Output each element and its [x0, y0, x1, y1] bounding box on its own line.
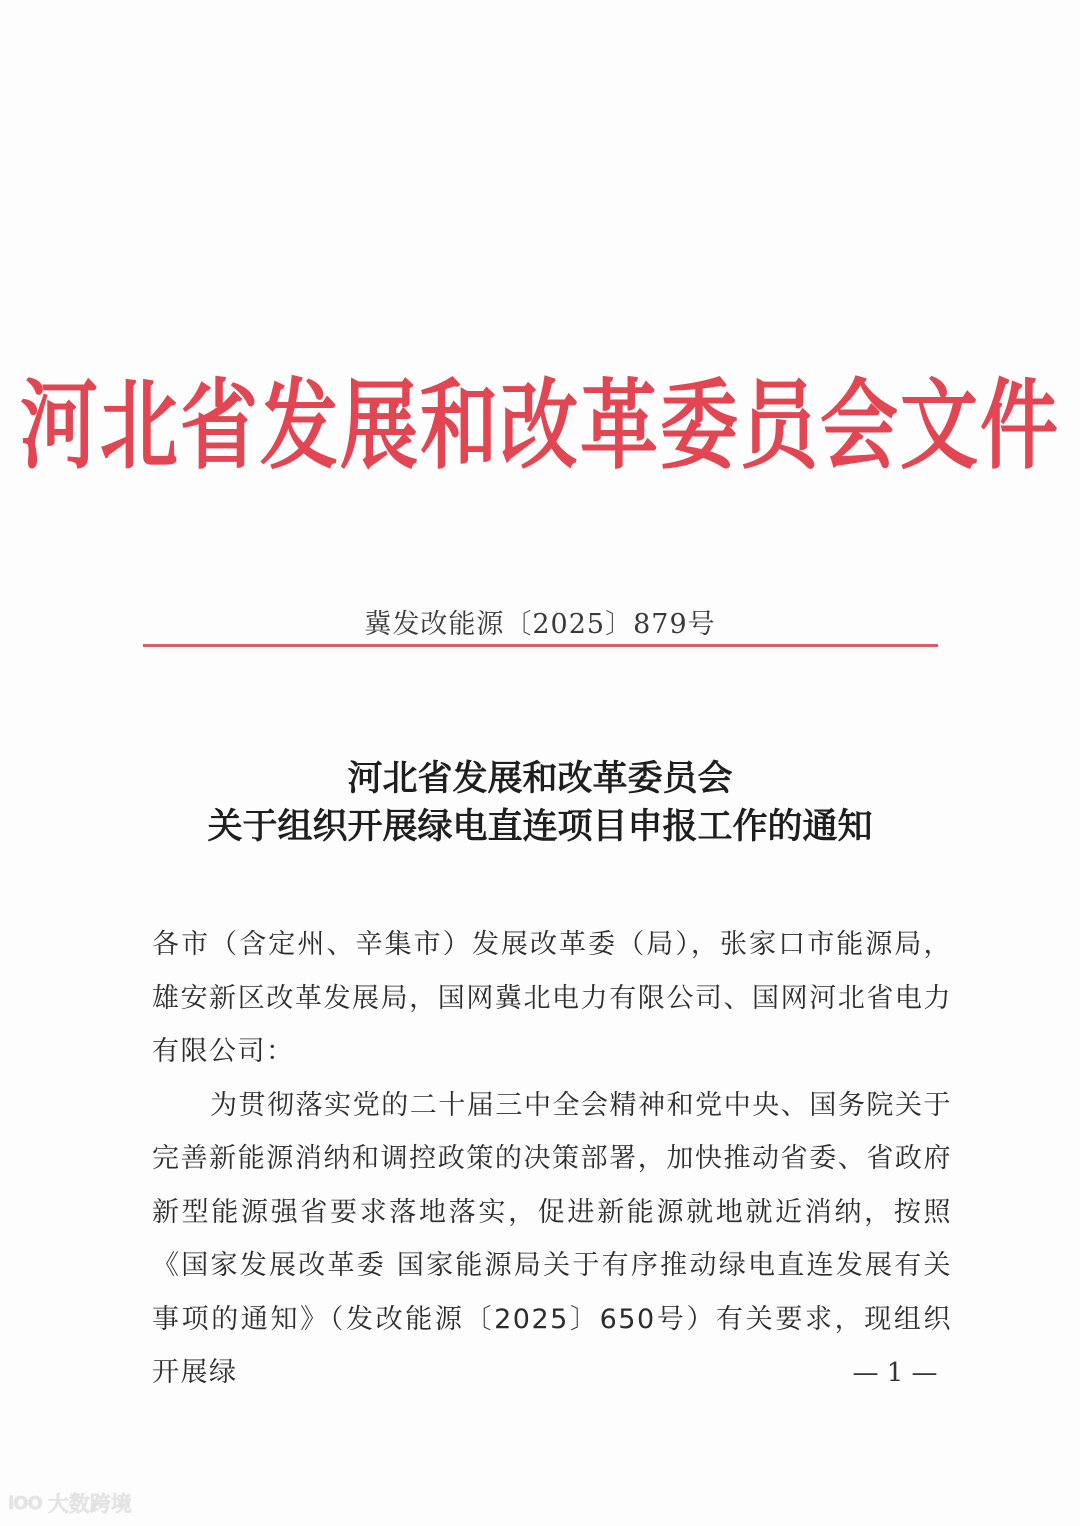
document-body — [152, 918, 952, 1400]
watermark — [8, 1488, 132, 1518]
watermark-logo-icon: lOO — [8, 1492, 42, 1514]
notice-title-line-1: 河北省发展和改革委员会 — [347, 758, 733, 799]
watermark-text: 大数跨境 — [47, 1492, 132, 1516]
recipients-paragraph: 各市（含定州、辛集市）发展改革委（局），张家口市能源局，雄安新区改革发展局，国网冀北电力有限公司、国网河北省电力有限公司： — [152, 929, 952, 1067]
red-divider-line — [143, 644, 938, 647]
notice-title-line-2: 关于组织开展绿电直连项目申报工作的通知 — [207, 806, 873, 847]
page-number: — 1 — — [852, 1358, 938, 1388]
red-header-title: 河北省发展和改革委员会文件 — [20, 370, 1061, 483]
notice-title — [140, 755, 940, 851]
body-paragraph-1: 为贯彻落实党的二十届三中全会精神和党中央、国务院关于完善新能源消纳和调控政策的决策部署，加快推动省委、省政府新型能源强省要求落地落实，促进新能源就地就近消纳，按照《国家发展改革委 国家能源局关于有序推动绿电直连发展有关事项的通知》（发改能源〔2025〕650号）有关要求，现组织开展绿 — [152, 1089, 952, 1388]
document-number: 冀发改能源〔2025〕879号 — [364, 609, 716, 640]
